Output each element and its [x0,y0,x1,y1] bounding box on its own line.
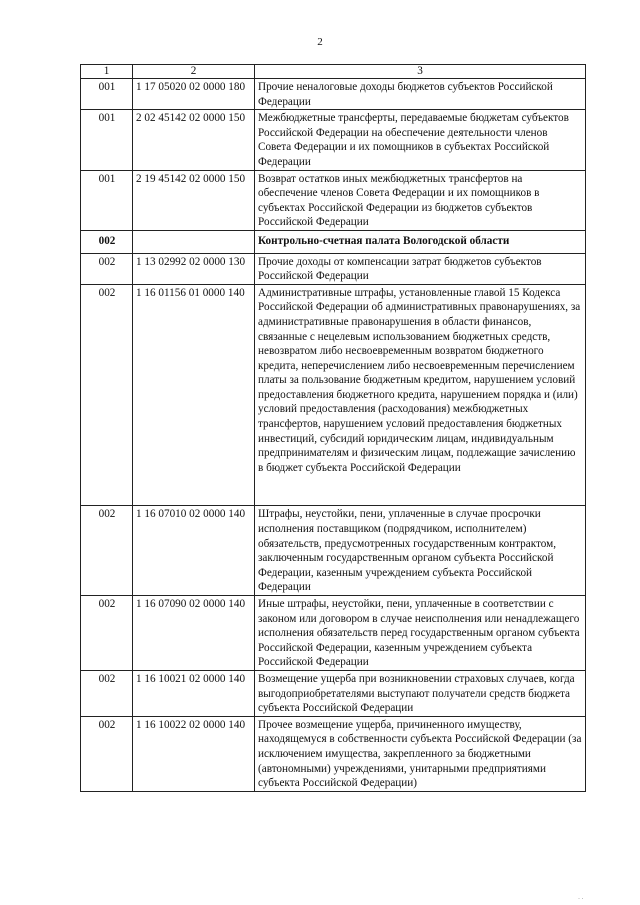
scan-mark: · · [578,896,584,902]
revenue-code-cell: 1 16 07010 02 0000 140 [133,506,255,596]
table-header-row [81,65,586,79]
table-row [81,110,586,170]
revenue-name-cell: Прочие доходы от компенсации затрат бюджетов субъектов Российской Федерации [255,253,586,284]
revenue-name-cell: Прочие неналоговые доходы бюджетов субъектов Российской Федерации [255,79,586,110]
revenue-name-cell: Прочее возмещение ущерба, причиненного имуществу, находящемуся в собственности субъекта Российской Федерации (за исключением имущества, закрепленного за бюджетными (автономными) учреждениями, унитарными предприятиями субъекта Российской Федерации) [255,716,586,791]
revenue-name-cell: Иные штрафы, неустойки, пени, уплаченные в соответствии с законом или договором в случае неисполнения или ненадлежащего исполнения обязательств перед государственным органом субъекта Российской Федерации, казенным учреждением субъекта Российской Федерации [255,596,586,671]
admin-code-cell: 002 [81,670,133,716]
admin-code-cell: 001 [81,170,133,230]
admin-code-cell: 001 [81,79,133,110]
header-col-1: 1 [81,65,133,79]
revenue-codes-table [80,64,586,792]
revenue-code-cell: 2 19 45142 02 0000 150 [133,170,255,230]
revenue-name-cell: Возврат остатков иных межбюджетных трансфертов на обеспечение членов Совета Федерации и их помощников в субъектах Российской Федерации из бюджетов субъектов Российской Федерации [255,170,586,230]
table-row [81,716,586,791]
header-col-2: 2 [133,65,255,79]
header-col-3: 3 [255,65,586,79]
table-row [81,596,586,671]
revenue-code-cell [133,230,255,253]
page-number: 2 [317,36,323,48]
revenue-name-cell: Административные штрафы, установленные главой 15 Кодекса Российской Федерации об административных правонарушениях, за административные правонарушения в области финансов, связанные с нецелевым использованием бюджетных средств, невозвратом либо несвоевременным возвратом бюджетного кредита, неперечислением либо несвоевременным перечислением платы за пользование бюджетным кредитом, нарушением условий предоставления бюджетного кредита, нарушением порядка и (или) условий предоставления (расходования) межбюджетных трансфертов, нарушением условий предоставления бюджетных инвестиций, субсидий юридическим лицам, индивидуальным предпринимателям и физическим лицам, подлежащие зачислению в бюджет субъекта Российской Федерации [255,284,586,506]
revenue-code-cell: 1 16 07090 02 0000 140 [133,596,255,671]
admin-code-cell: 002 [81,716,133,791]
revenue-code-cell: 1 16 01156 01 0000 140 [133,284,255,506]
revenue-code-cell: 1 13 02992 02 0000 130 [133,253,255,284]
section-title-cell: Контрольно-счетная палата Вологодской области [255,230,586,253]
admin-code-cell: 002 [81,284,133,506]
revenue-code-cell: 1 16 10021 02 0000 140 [133,670,255,716]
table-row [81,284,586,506]
admin-code-cell: 002 [81,230,133,253]
table-row [81,670,586,716]
admin-code-cell: 002 [81,506,133,596]
table-row [81,506,586,596]
revenue-code-cell: 2 02 45142 02 0000 150 [133,110,255,170]
table-row [81,253,586,284]
admin-code-cell: 002 [81,596,133,671]
revenue-code-cell: 1 16 10022 02 0000 140 [133,716,255,791]
admin-code-cell: 001 [81,110,133,170]
admin-code-cell: 002 [81,253,133,284]
table-row [81,79,586,110]
revenue-name-cell: Штрафы, неустойки, пени, уплаченные в случае просрочки исполнения поставщиком (подрядчиком, исполнителем) обязательств, предусмотренных государственным контрактом, заключенным государственным органом субъекта Российской Федерации, казенным учреждением субъекта Российской Федерации [255,506,586,596]
table-section-row [81,230,586,253]
table-row [81,170,586,230]
revenue-name-cell: Межбюджетные трансферты, передаваемые бюджетам субъектов Российской Федерации на обеспечение деятельности членов Совета Федерации и их помощников в субъектах Российской Федерации [255,110,586,170]
revenue-name-cell: Возмещение ущерба при возникновении страховых случаев, когда выгодоприобретателями выступают получатели средств бюджета субъекта Российской Федерации [255,670,586,716]
revenue-code-cell: 1 17 05020 02 0000 180 [133,79,255,110]
